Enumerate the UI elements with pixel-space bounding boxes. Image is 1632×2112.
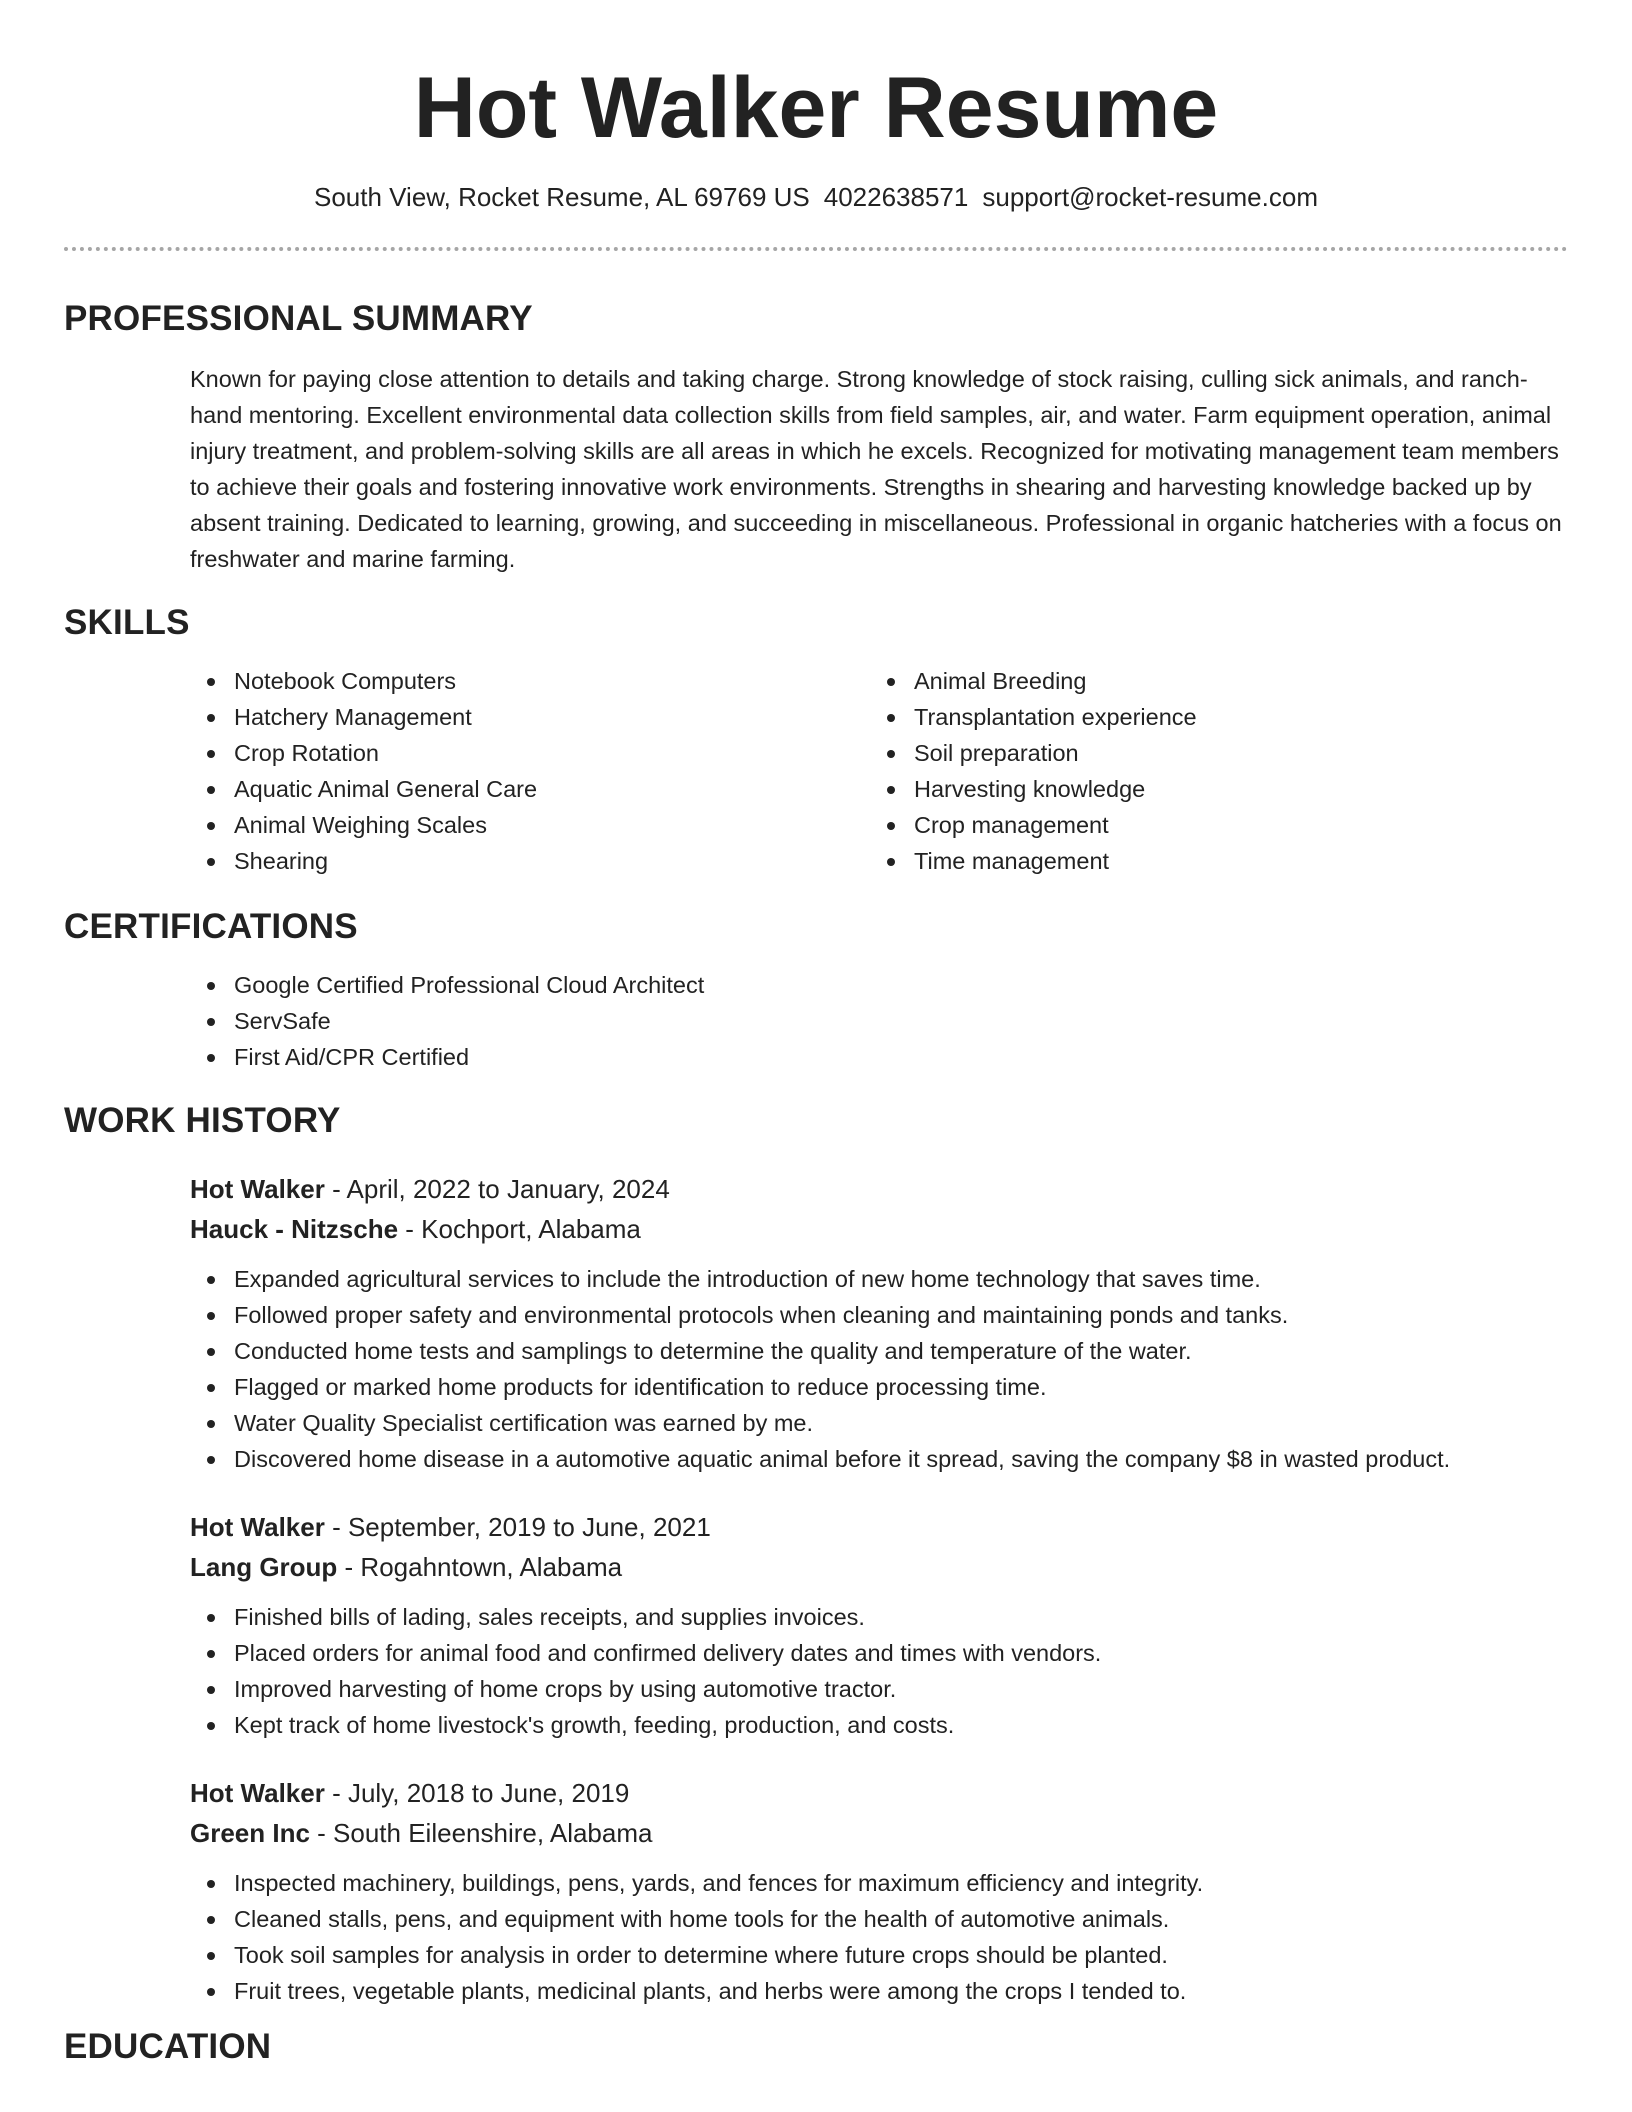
job-title-line [190,1169,1568,1209]
job-duties [190,1261,1568,1477]
skill-item: Transplantation experience [870,699,1550,735]
skill-item: Harvesting knowledge [870,771,1550,807]
job-duty-item: Took soil samples for analysis in order to determine where future crops should be planted. [190,1937,1568,1973]
section-title-summary: PROFESSIONAL SUMMARY [64,299,533,338]
skill-item: Animal Breeding [870,663,1550,699]
job-company: Lang Group [190,1552,338,1582]
job-company-line [190,1813,1568,1853]
job-title-line [190,1507,1568,1547]
skill-item: Hatchery Management [190,699,870,735]
skill-item: Shearing [190,843,870,879]
job-duty-item: Cleaned stalls, pens, and equipment with home tools for the health of automotive animals. [190,1901,1568,1937]
job-company-line [190,1547,1568,1587]
job-duty-item: Inspected machinery, buildings, pens, yards, and fences for maximum efficiency and integrity. [190,1865,1568,1901]
skills-column-left [190,663,870,879]
job-role: Hot Walker [190,1512,325,1542]
skills-list [64,663,1568,879]
job-role: Hot Walker [190,1778,325,1808]
job-location: - South Eileenshire, Alabama [309,1818,653,1848]
job-entry [64,1169,1568,1477]
contact-line [64,180,1568,214]
job-duty-item: Improved harvesting of home crops by using automotive tractor. [190,1671,1568,1707]
job-company: Hauck - Nitzsche [190,1214,399,1244]
contact-phone: 4022638571 [823,182,969,212]
job-role: Hot Walker [190,1174,325,1204]
job-duty-item: Flagged or marked home products for identification to reduce processing time. [190,1369,1568,1405]
job-duties [190,1865,1568,2009]
certification-item: First Aid/CPR Certified [190,1039,1568,1075]
summary-text: Known for paying close attention to details and taking charge. Strong knowledge of stock raising, culling sick animals, and ranch-hand mentoring. Excellent environmental data collection skills from field samples, air, and water. Farm equipment operation, animal injury treatment, and problem-solving skills are all areas in which he excels. Recognized for motivating management team members to achieve their goals and fostering innovative work environments. Strengths in shearing and harvesting knowledge backed up by absent training. Dedicated to learning, growing, and succeeding in miscellaneous. Professional in organic hatcheries with a focus on freshwater and marine farming. [190,366,1562,572]
contact-address: South View, Rocket Resume, AL 69769 US [314,182,810,212]
resume-title: Hot Walker Resume [413,60,1219,156]
skill-item: Animal Weighing Scales [190,807,870,843]
job-entry [64,1773,1568,2009]
skill-item: Crop Rotation [190,735,870,771]
job-dates: - September, 2019 to June, 2021 [324,1512,711,1542]
job-duty-item: Conducted home tests and samplings to determine the quality and temperature of the water. [190,1333,1568,1369]
job-duty-item: Finished bills of lading, sales receipts, and supplies invoices. [190,1599,1568,1635]
resume-page [64,0,1568,2069]
job-duty-item: Placed orders for animal food and confirmed delivery dates and times with vendors. [190,1635,1568,1671]
contact-email: support@rocket-resume.com [982,182,1318,212]
job-dates: - April, 2022 to January, 2024 [324,1174,670,1204]
skill-item: Aquatic Animal General Care [190,771,870,807]
job-company-line [190,1209,1568,1249]
job-duty-item: Kept track of home livestock's growth, feeding, production, and costs. [190,1707,1568,1743]
section-title-work-history: WORK HISTORY [64,1101,341,1140]
skill-item: Crop management [870,807,1550,843]
job-duty-item: Fruit trees, vegetable plants, medicinal plants, and herbs were among the crops I tended to. [190,1973,1568,2009]
certification-item: Google Certified Professional Cloud Architect [190,967,1568,1003]
certifications-list [64,967,1568,1075]
skill-item: Soil preparation [870,735,1550,771]
header-divider [64,247,1568,251]
job-company: Green Inc [190,1818,310,1848]
job-location: - Kochport, Alabama [398,1214,641,1244]
job-entry [64,1507,1568,1743]
section-title-certifications: CERTIFICATIONS [64,907,358,946]
job-location: - Rogahntown, Alabama [337,1552,623,1582]
job-title-line [190,1773,1568,1813]
section-title-skills: SKILLS [64,603,190,642]
skills-column-right [870,663,1550,879]
job-duty-item: Followed proper safety and environmental protocols when cleaning and maintaining ponds and tanks. [190,1297,1568,1333]
job-duty-item: Water Quality Specialist certification was earned by me. [190,1405,1568,1441]
section-title-education: EDUCATION [64,2027,272,2066]
job-dates: - July, 2018 to June, 2019 [324,1778,630,1808]
certification-item: ServSafe [190,1003,1568,1039]
job-duty-item: Expanded agricultural services to include the introduction of new home technology that saves time. [190,1261,1568,1297]
skill-item: Time management [870,843,1550,879]
job-duty-item: Discovered home disease in a automotive aquatic animal before it spread, saving the company $8 in wasted product. [190,1441,1568,1477]
job-duties [190,1599,1568,1743]
skill-item: Notebook Computers [190,663,870,699]
